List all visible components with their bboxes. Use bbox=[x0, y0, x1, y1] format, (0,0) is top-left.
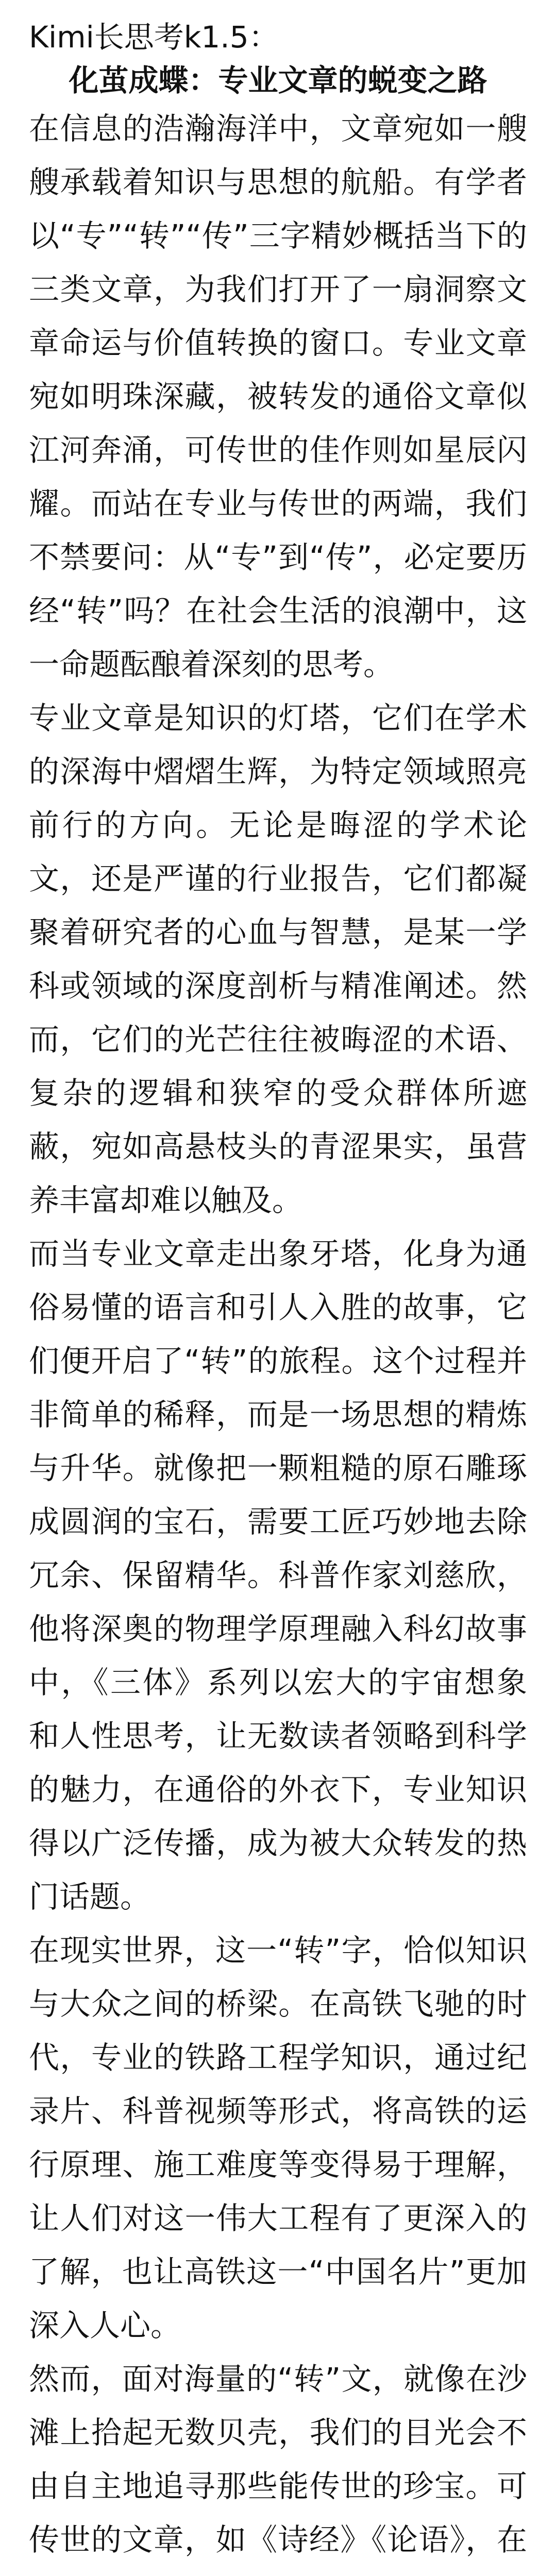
essay-paragraph: 然而，面对海量的“转”文，就像在沙滩上拾起无数贝壳，我们的目光会不由自主地追寻那些能传世的珍宝。可传世的文章，如《诗经》《论语》，在 bbox=[29, 2361, 527, 2557]
essay-paragraph: 在现实世界，这一“转”字，恰似知识与大众之间的桥梁。在高铁飞驰的时代，专业的铁路工程学知识，通过纪录片、科普视频等形式，将高铁的运行原理、施工难度等变得易于理解，让人们对这一伟大工程有了更深入的了解，也让高铁这一“中国名片”更加深入人心。 bbox=[29, 1933, 527, 2343]
essay-paragraph: 专业文章是知识的灯塔，它们在学术的深海中熠熠生辉，为特定领域照亮前行的方向。无论是晦涩的学术论文，还是严谨的行业报告，它们都凝聚着研究者的心血与智慧，是某一学科或领域的深度剖析与精准阐述。然而，它们的光芒往往被晦涩的术语、复杂的逻辑和狭窄的受众群体所遮蔽，宛如高悬枝头的青涩果实，虽营养丰富却难以触及。 bbox=[29, 700, 527, 1218]
essay-body bbox=[29, 102, 527, 2576]
essay-paragraph: 而当专业文章走出象牙塔，化身为通俗易懂的语言和引人入胜的故事，它们便开启了“转”的旅程。这个过程并非简单的稀释，而是一场思想的精炼与升华。就像把一颗粗糙的原石雕琢成圆润的宝石，需要工匠巧妙地去除冗余、保留精华。科普作家刘慈欣，他将深奥的物理学原理融入科幻故事中，《三体》系列以宏大的宇宙想象和人性思考，让无数读者领略到科学的魅力，在通俗的外衣下，专业知识得以广泛传播，成为被大众转发的热门话题。 bbox=[29, 1236, 527, 1914]
essay-title: 化茧成蝶：专业文章的蜕变之路 bbox=[69, 63, 487, 98]
essay-paragraph: 在信息的浩瀚海洋中，文章宛如一艘艘承载着知识与思想的航船。有学者以“专”“转”“传”三字精妙概括当下的三类文章，为我们打开了一扇洞察文章命运与价值转换的窗口。专业文章宛如明珠深藏，被转发的通俗文章似江河奔涌，可传世的佳作则如星辰闪耀。而站在专业与传世的两端，我们不禁要问：从“专”到“传”，必定要历经“转”吗？在社会生活的浪潮中，这一命题酝酿着深刻的思考。 bbox=[29, 111, 527, 682]
document-header: Kimi长思考k1.5： bbox=[29, 20, 279, 55]
